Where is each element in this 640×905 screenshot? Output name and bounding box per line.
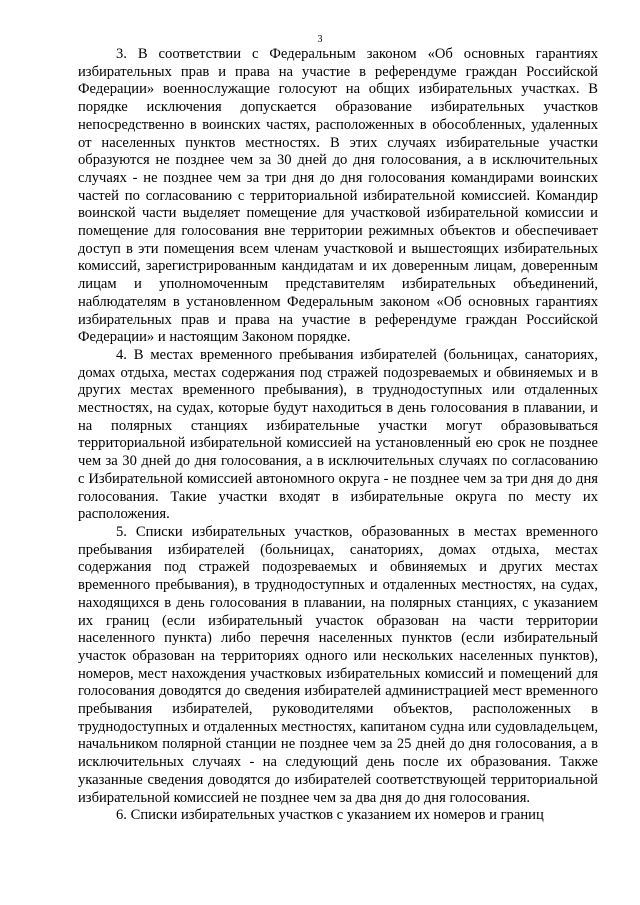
paragraph-item-5: 5. Списки избирательных участков, образованных в местах временного пребывания избирателей (больницах, санаториях, домах отдыха, местах содержания под стражей подозреваемых и обвиняемых и других местах временного пребывания), в труднодоступных и отдаленных местностях, на судах, находящихся в день голосования в плавании, на полярных станциях, с указанием их границ (если избирательный участок образован на части территории населенного пункта) либо перечня населенных пунктов (если избирательный участок образован на территориях одного или нескольких населенных пунктов), номеров, мест нахождения участковых избирательных комиссий и помещений для голосования доводятся до сведения избирателей администрацией мест временного пребывания избирателей, руководителями объектов, расположенных в труднодоступных и отдаленных местностях, капитаном судна или судовладельцем, начальником полярной станции не позднее чем за 25 дней до дня голосования, а в исключительных случаях - на следующий день после их образования. Также указанные сведения доводятся до избирателей соответствующей территориальной избирательной комиссией не позднее чем за два дня до дня голосования. [78, 523, 598, 806]
paragraph-item-6: 6. Списки избирательных участков с указанием их номеров и границ [116, 807, 544, 824]
page-number: 3 [317, 34, 323, 45]
paragraph-item-3: 3. В соответствии с Федеральным законом «Об основных гарантиях избирательных прав и права на участие в референдуме граждан Российской Федерации» военнослужащие голосуют на общих избирательных участках. В порядке исключения допускается образование избирательных участков непосредственно в воинских частях, расположенных в обособленных, удаленных от населенных пунктов местностях. В этих случаях избирательные участки образуются не позднее чем за 30 дней до дня голосования, а в исключительных случаях - не позднее чем за три дня до дня голосования командирами воинских частей по согласованию с территориальной избирательной комиссией. Командир воинской части выделяет помещение для участковой избирательной комиссии и помещение для голосования вне территории режимных объектов и обеспечивает доступ в эти помещения всем членам участковой и вышестоящих избирательных комиссий, зарегистрированным кандидатам и их доверенным лицам, доверенным лицам и уполномоченным представителям избирательных объединений, наблюдателям в установленном Федеральным законом «Об основных гарантиях избирательных прав и права на участие в референдуме граждан Российской Федерации» и настоящим Законом порядке. [78, 46, 598, 346]
paragraph-item-4: 4. В местах временного пребывания избирателей (больницах, санаториях, домах отдыха, местах содержания под стражей подозреваемых и обвиняемых и в других местах временного пребывания), в труднодоступных или отдаленных местностях, на судах, которые будут находиться в день голосования в плавании, и на полярных станциях избирательные участки могут образовываться территориальной избирательной комиссией на установленный ею срок не позднее чем за 30 дней до дня голосования, а в исключительных случаях по согласованию с Избирательной комиссией автономного округа - не позднее чем за три дня до дня голосования. Такие участки входят в избирательные округа по месту их расположения. [78, 346, 598, 523]
document-body [78, 46, 598, 825]
